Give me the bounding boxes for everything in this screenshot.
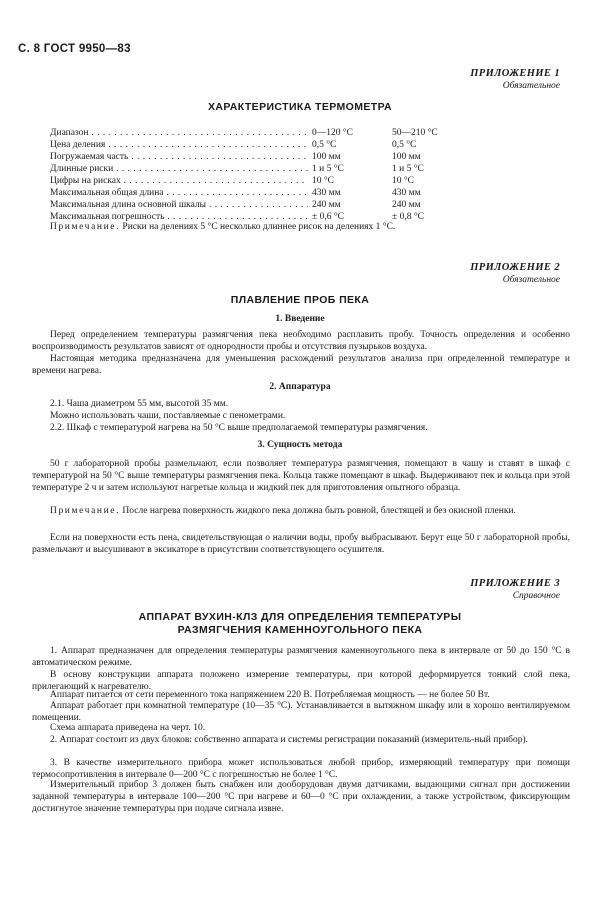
spec-name: Диапазон . . . bbox=[50, 127, 308, 139]
section-1-paragraph-1: Перед определением температуры размягчения пека необходимо расплавить пробу. Точность определения и особенно воспроизводимость результатов зависят от однородности пробы и отсутствия пузырьков воздуха. bbox=[32, 330, 570, 352]
appendix-3-paragraph-1: 1. Аппарат предназначен для определения температуры размягчения каменноугольного пека в интервале от 50 до 150 °C в автоматическом режиме. bbox=[32, 646, 570, 668]
spec-value-1: 10 °C bbox=[312, 176, 335, 186]
appendix-3-title-label: ПРИЛОЖЕНИЕ 3 bbox=[470, 578, 560, 589]
spec-value-1: 1 и 5 °C bbox=[312, 164, 344, 174]
appendix-1-note bbox=[50, 221, 560, 233]
spec-row bbox=[50, 175, 550, 187]
appendix-2-heading: ПЛАВЛЕНИЕ ПРОБ ПЕКА bbox=[230, 294, 370, 306]
spec-value-2: 0,5 °C bbox=[392, 140, 417, 150]
section-2-item-2: 2.2. Шкаф с температурой нагрева на 50 °C выше предполагаемой температуры размягчения. bbox=[50, 423, 428, 433]
spec-row bbox=[50, 199, 550, 211]
spec-name: Максимальная общая длина . . . bbox=[50, 187, 308, 199]
spec-name: Цена деления . . . bbox=[50, 139, 308, 151]
section-3-note bbox=[32, 505, 570, 517]
section-3-paragraph-2: Если на поверхности есть пена, свидетельствующая о наличии воды, пробу выбрасывают. Берут еще 50 г лабораторной пробы, размельчают и высушивают в эксикаторе в присутствии соответствующего осушителя. bbox=[32, 533, 570, 555]
spec-value-1: 240 мм bbox=[312, 200, 341, 210]
appendix-3-paragraph-4: Аппарат работает при комнатной температуре (10—35 °C). Устанавливается в вытяжном шкафу или в хорошо вентилируемом помещении. bbox=[32, 701, 570, 723]
appendix-3-paragraph-2: В основу конструкции аппарата положено измерение температуры, при которой деформируется тонкий слой пека, прилегающий к нагревателю. bbox=[32, 670, 570, 692]
spec-row bbox=[50, 127, 550, 139]
appendix-3-paragraph-7: 3. В качестве измерительного прибора может использоваться любой прибор, измеряющий температуру при помощи термосопротивления в интервале 0—200 °C с погрешностью не более 1 °C. bbox=[32, 758, 570, 780]
spec-name: Погружаемая часть . . . bbox=[50, 151, 308, 163]
appendix-3-status: Справочное bbox=[512, 591, 560, 601]
spec-value-1: 0—120 °C bbox=[312, 128, 354, 138]
appendix-3-heading-line-2: РАЗМЯГЧЕНИЯ КАМЕННОУГОЛЬНОГО ПЕКА bbox=[177, 624, 423, 636]
section-3-paragraph-1: 50 г лабораторной пробы размельчают, если позволяет температура размягчения, помещают в чашу и ставят в шкаф с температурой на 50 °C выше температуры размягчения пека. Кольца также помещают в шкаф. Выдерживают пек и кольца при этой температуре 2 ч и затем используют нагретые кольца и жидкий пек для приготовления опытного образца. bbox=[32, 459, 570, 493]
spec-value-1: 0,5 °C bbox=[312, 140, 337, 150]
appendix-2-title-label: ПРИЛОЖЕНИЕ 2 bbox=[470, 262, 560, 273]
spec-row bbox=[50, 163, 550, 175]
spec-value-2: 1 и 5 °C bbox=[392, 164, 424, 174]
section-2-title: 2. Аппаратура bbox=[269, 382, 331, 392]
spec-value-2: 430 мм bbox=[392, 188, 421, 198]
appendix-3-label bbox=[470, 578, 560, 602]
spec-value-1: 430 мм bbox=[312, 188, 341, 198]
section-1-paragraph-2: Настоящая методика предназначена для уменьшения расхождений результатов анализа при определенной температуре и времени нагрева. bbox=[32, 354, 570, 376]
section-1-title: 1. Введение bbox=[275, 314, 325, 324]
section-2-item-1: 2.1. Чаша диаметром 55 мм, высотой 35 мм. bbox=[50, 399, 229, 409]
note-label: Примечание. bbox=[50, 506, 121, 516]
spec-name: Максимальная погрешность . . . bbox=[50, 211, 308, 223]
appendix-2-label bbox=[470, 262, 560, 286]
spec-row bbox=[50, 187, 550, 199]
spec-value-1: 100 мм bbox=[312, 152, 341, 162]
note-text: После нагрева поверхность жидкого пека должна быть ровной, блестящей и без окисной пленки. bbox=[120, 506, 516, 516]
spec-value-2: 240 мм bbox=[392, 200, 421, 210]
spec-value-2: 10 °C bbox=[392, 176, 415, 186]
appendix-1-label bbox=[470, 68, 560, 92]
appendix-3-paragraph-5: Схема аппарата приведена на черт. 10. bbox=[50, 723, 206, 733]
appendix-2-status: Обязательное bbox=[502, 275, 560, 285]
spec-row bbox=[50, 139, 550, 151]
appendix-1-title-label: ПРИЛОЖЕНИЕ 1 bbox=[470, 68, 560, 79]
section-3-title: 3. Сущность метода bbox=[257, 440, 343, 450]
spec-value-2: ± 0,8 °C bbox=[392, 212, 424, 222]
appendix-3-paragraph-3: Аппарат питается от сети переменного тока напряжением 220 В. Потребляемая мощность — не более 50 Вт. bbox=[50, 690, 490, 700]
section-2-item-1-note: Можно использовать чаши, поставляемые с пенометрами. bbox=[50, 411, 286, 421]
page-header: С. 8 ГОСТ 9950—83 bbox=[18, 43, 131, 55]
note-label: Примечание. bbox=[50, 222, 121, 232]
appendix-3-heading-line-1: АППАРАТ ВУХИН-КЛЗ ДЛЯ ОПРЕДЕЛЕНИЯ ТЕМПЕРАТУРЫ bbox=[138, 611, 462, 623]
note-text: Риски на делениях 5 °C несколько длиннее рисок на делениях 1 °C. bbox=[120, 222, 396, 232]
appendix-1-heading: ХАРАКТЕРИСТИКА ТЕРМОМЕТРА bbox=[207, 101, 393, 113]
spec-name: Цифры на рисках . . . bbox=[50, 175, 308, 187]
appendix-3-paragraph-6: 2. Аппарат состоит из двух блоков: собственно аппарата и системы регистрации показаний (измеритель-ный прибор). bbox=[50, 735, 529, 745]
spec-value-2: 100 мм bbox=[392, 152, 421, 162]
appendix-3-paragraph-8: Измерительный прибор 3 должен быть снабжен или дооборудован двумя датчиками, выдающими сигнал при достижении заданной температуры в интервале 100—200 °C при нагреве и 60—0 °C при охлаждении, а также устройством, фиксирующим достигнутое значение температуры при подаче сигнала извне. bbox=[32, 780, 570, 814]
spec-row bbox=[50, 151, 550, 163]
spec-name: Максимальная длина основной шкалы . . . bbox=[50, 199, 308, 211]
spec-name: Длинные риски . . . bbox=[50, 163, 308, 175]
spec-value-1: ± 0,6 °C bbox=[312, 212, 344, 222]
appendix-1-status: Обязательное bbox=[502, 81, 560, 91]
spec-value-2: 50—210 °C bbox=[392, 128, 438, 138]
